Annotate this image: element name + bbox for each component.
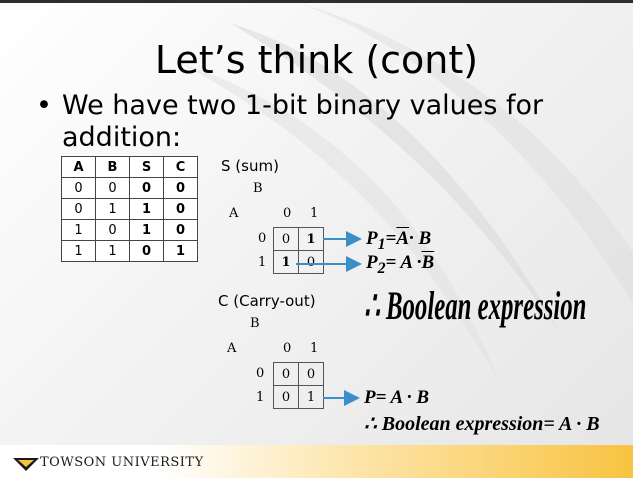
table-cell: 1 — [130, 220, 164, 241]
sum-map-row-head: 1 — [258, 255, 267, 270]
kmap-cell: 0 — [274, 363, 299, 386]
table-cell: 1 — [130, 199, 164, 220]
carry-map-col-head: 0 — [283, 341, 292, 356]
carry-map-col-var: B — [250, 316, 260, 331]
table-cell: 1 — [62, 241, 96, 262]
header-a: A — [62, 157, 96, 178]
sum-p1-expression: $P_1=\overline{A}\cdot B$ — [366, 228, 432, 253]
sum-map-col-head: 0 — [283, 206, 292, 221]
kmap-cell: 1 — [299, 228, 324, 251]
table-cell: 0 — [164, 199, 198, 220]
sum-map-row-head: 0 — [258, 231, 267, 246]
carry-boolean-expression: ∴ Boolean expression= A · B — [364, 413, 600, 435]
table-cell: 0 — [96, 178, 130, 199]
kmap-cell: 0 — [274, 228, 299, 251]
table-cell: 0 — [130, 178, 164, 199]
table-cell: 0 — [96, 220, 130, 241]
tiger-logo-icon — [12, 455, 40, 473]
bullet-icon: • — [36, 90, 52, 121]
header-c: C — [164, 157, 198, 178]
carry-map-row-head: 0 — [256, 366, 265, 381]
table-cell: 0 — [164, 220, 198, 241]
table-cell: 1 — [164, 241, 198, 262]
sum-map-row-var: A — [229, 206, 239, 221]
table-cell: 0 — [62, 199, 96, 220]
kmap-cell: 0 — [299, 251, 324, 274]
kmap-cell: 0 — [299, 363, 324, 386]
bullet-text: We have two 1-bit binary values for addition: — [62, 90, 544, 153]
sum-map-label: S (sum) — [221, 157, 279, 175]
slide-title: Let’s think (cont) — [154, 38, 479, 82]
sum-p2-expression: $P_2= A \cdot\overline{B}$ — [366, 252, 435, 277]
table-cell: 1 — [62, 220, 96, 241]
sum-map-col-head: 1 — [310, 206, 319, 221]
kmap-cell: 1 — [299, 386, 324, 409]
carry-map-label: C (Carry-out) — [218, 292, 316, 310]
carry-map-row-var: A — [227, 341, 237, 356]
kmap-cell: 1 — [274, 251, 299, 274]
table-cell: 1 — [96, 241, 130, 262]
header-b: B — [96, 157, 130, 178]
sum-boolean-expression: ∴ Boolean expression — [364, 283, 587, 328]
kmap-cell: 0 — [274, 386, 299, 409]
table-cell: 0 — [130, 241, 164, 262]
table-cell: 0 — [164, 178, 198, 199]
sum-map-col-var: B — [253, 181, 263, 196]
carry-map-col-head: 1 — [310, 341, 319, 356]
table-cell: 1 — [96, 199, 130, 220]
carry-p-expression: P= A · B — [364, 387, 430, 408]
header-s: S — [130, 157, 164, 178]
carry-map-row-head: 1 — [256, 390, 265, 405]
university-name: TOWSON UNIVERSITY — [40, 455, 204, 470]
table-cell: 0 — [62, 178, 96, 199]
